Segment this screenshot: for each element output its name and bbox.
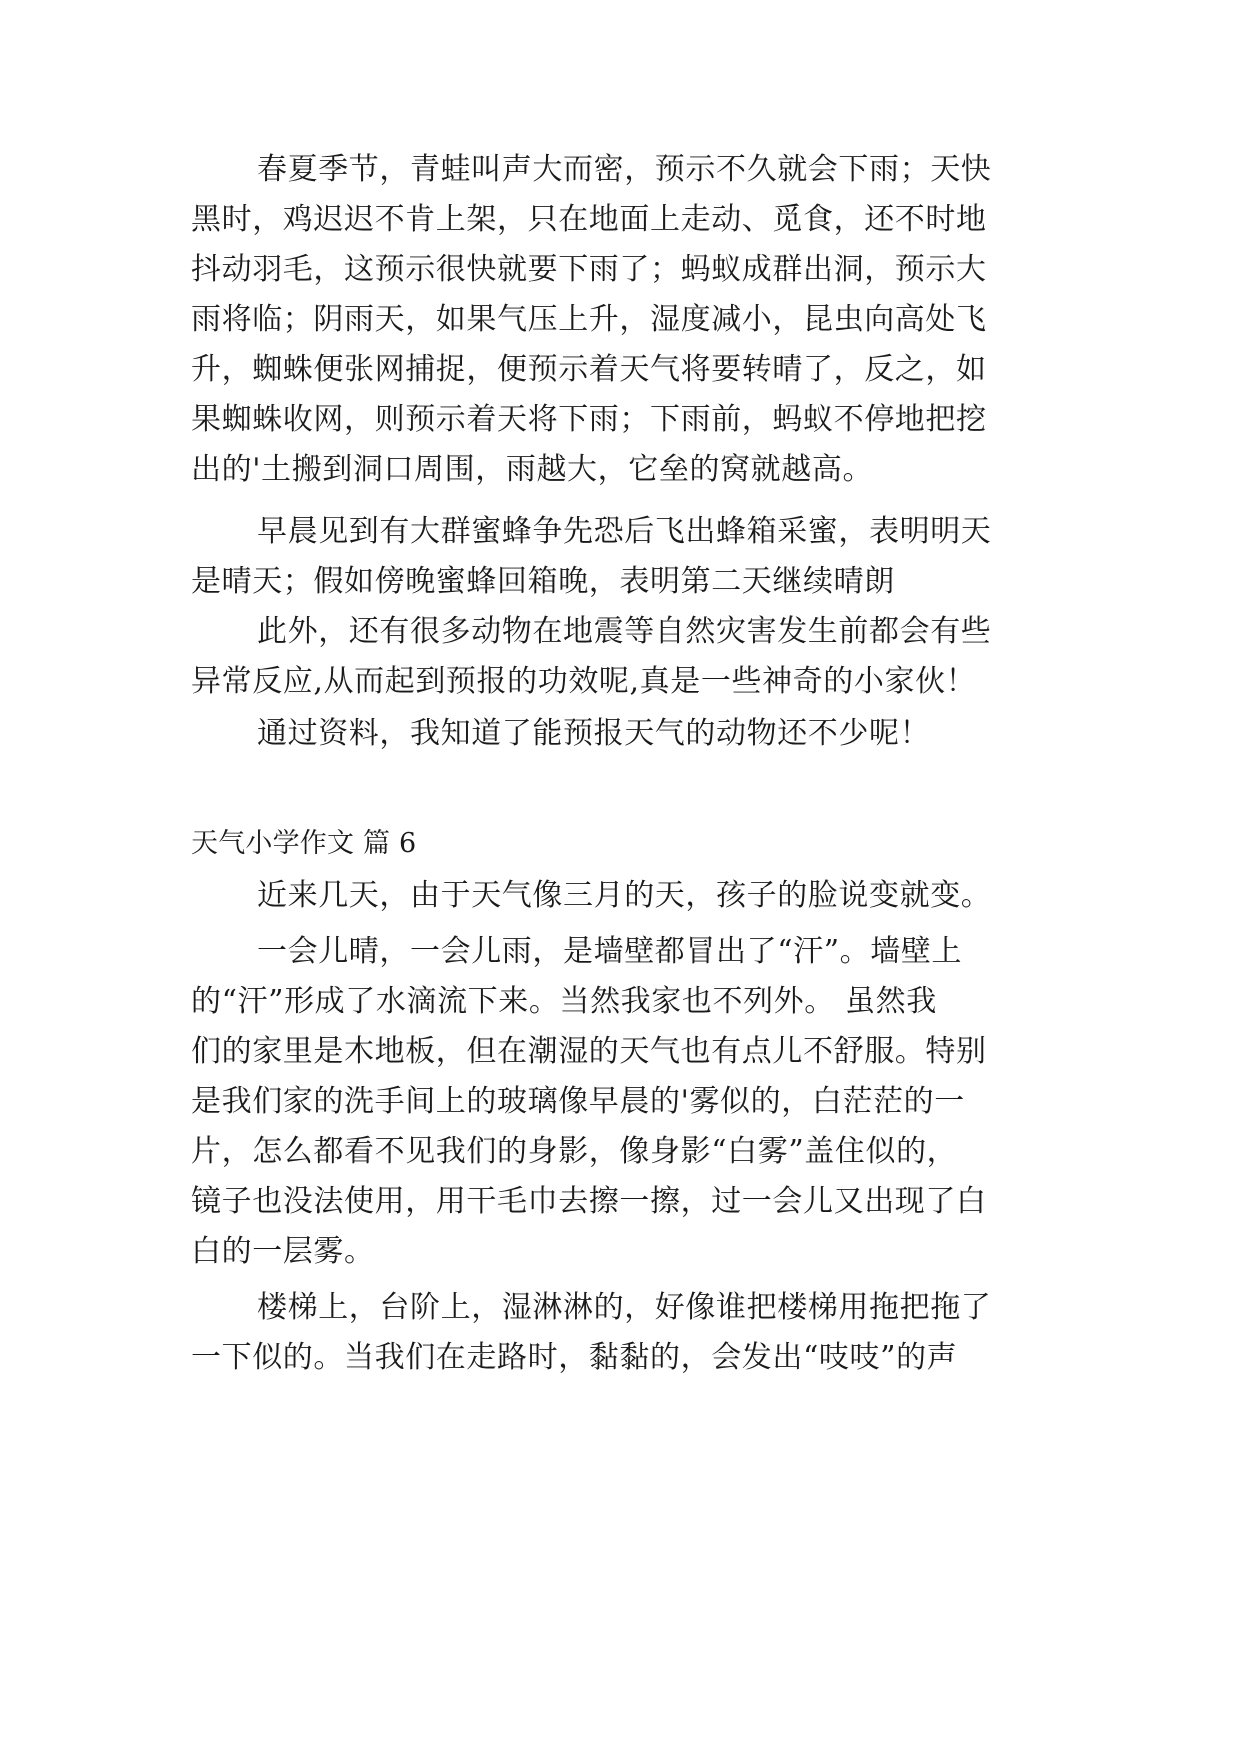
text-line: 升，蜘蛛便张网捕捉，便预示着天气将要转晴了，反之，如 [191, 352, 987, 387]
text-line: 们的家里是木地板，但在潮湿的天气也有点儿不舒服。特别 [191, 1034, 987, 1069]
text-line: 出的'土搬到洞口周围，雨越大，它垒的窝就越高。 [191, 452, 874, 487]
text-line: 通过资料，我知道了能预报天气的动物还不少呢！ [257, 716, 931, 751]
text-line: 是我们家的洗手间上的玻璃像早晨的'雾似的，白茫茫的一 [191, 1084, 965, 1119]
text-line: 是晴天；假如傍晚蜜蜂回箱晚，表明第二天继续晴朗 [191, 564, 895, 599]
text-line: 近来几天，由于天气像三月的天，孩子的脸说变就变。 [257, 878, 992, 913]
text-line: 一下似的。当我们在走路时，黏黏的，会发出“吱吱”的声 [191, 1340, 958, 1375]
text-line: 抖动羽毛，这预示很快就要下雨了；蚂蚁成群出洞，预示大 [191, 252, 987, 287]
section-heading: 天气小学作文 篇 6 [191, 828, 417, 859]
text-line: 镜子也没法使用，用干毛巾去擦一擦，过一会儿又出现了白 [191, 1184, 987, 1219]
text-line: 白的一层雾。 [191, 1234, 375, 1269]
text-line: 果蜘蛛收网，则预示着天将下雨；下雨前，蚂蚁不停地把挖 [191, 402, 987, 437]
text-line: 此外，还有很多动物在地震等自然灾害发生前都会有些 [257, 614, 992, 649]
text-line: 异常反应,从而起到预报的功效呢,真是一些神奇的小家伙！ [191, 664, 977, 699]
text-line: 一会儿晴，一会儿雨，是墙壁都冒出了“汗”。墙壁上 [257, 934, 963, 969]
text-line: 片，怎么都看不见我们的身影，像身影“白雾”盖住似的， [191, 1134, 958, 1169]
text-line: 楼梯上，台阶上，湿淋淋的，好像谁把楼梯用拖把拖了 [257, 1290, 992, 1325]
text-line: 春夏季节，青蛙叫声大而密，预示不久就会下雨；天快 [257, 152, 992, 187]
text-line: 的“汗”形成了水滴流下来。当然我家也不列外。 虽然我 [191, 984, 937, 1019]
text-line: 雨将临；阴雨天，如果气压上升，湿度减小，昆虫向高处飞 [191, 302, 987, 337]
text-line: 早晨见到有大群蜜蜂争先恐后飞出蜂箱采蜜，表明明天 [257, 514, 992, 549]
text-line: 黑时，鸡迟迟不肯上架，只在地面上走动、觅食，还不时地 [191, 202, 987, 237]
